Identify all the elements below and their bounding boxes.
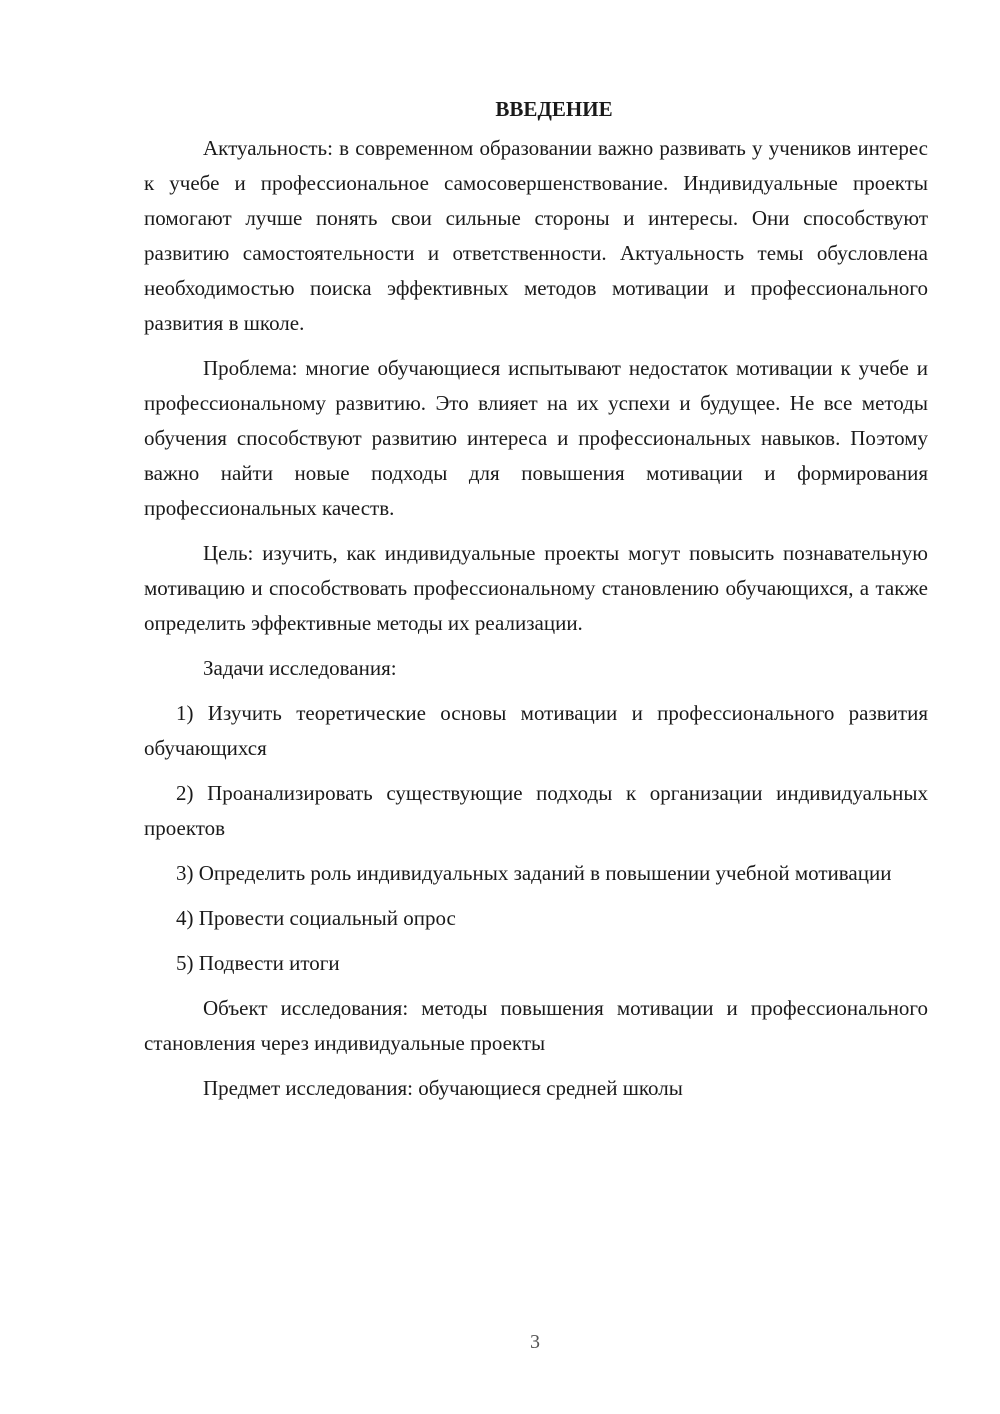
- goal-paragraph: Цель: изучить, как индивидуальные проекты могут повысить познавательную мотивацию и способствовать профессиональному становлению обучающихся, а также определить эффективные методы их реализации.: [144, 541, 928, 635]
- task-item-3: 3) Определить роль индивидуальных заданий в повышении учебной мотивации: [176, 861, 892, 885]
- tasks-heading: Задачи исследования:: [203, 656, 397, 680]
- task-item-4: 4) Провести социальный опрос: [176, 906, 456, 930]
- task-item-1: 1) Изучить теоретические основы мотивации и профессионального развития обучающихся: [144, 701, 928, 760]
- task-item-5: 5) Подвести итоги: [176, 951, 340, 975]
- page-title: ВВЕДЕНИЕ: [495, 97, 613, 121]
- task-item-2: 2) Проанализировать существующие подходы к организации индивидуальных проектов: [144, 781, 928, 840]
- subject-paragraph: Предмет исследования: обучающиеся средней школы: [203, 1076, 683, 1100]
- object-paragraph: Объект исследования: методы повышения мотивации и профессионального становления через индивидуальные проекты: [144, 996, 928, 1055]
- problem-paragraph: Проблема: многие обучающиеся испытывают недостаток мотивации к учебе и профессиональному развитию. Это влияет на их успехи и будущее. Не все методы обучения способствуют развитию интереса и профессиональных навыков. Поэтому важно найти новые подходы для повышения мотивации и формирования профессиональных качеств.: [144, 356, 928, 520]
- page-number: 3: [530, 1331, 540, 1353]
- relevance-paragraph: Актуальность: в современном образовании важно развивать у учеников интерес к учебе и профессиональное самосовершенствование. Индивидуальные проекты помогают лучше понять свои сильные стороны и интересы. Они способствуют развитию самостоятельности и ответственности. Актуальность темы обусловлена необходимостью поиска эффективных методов мотивации и профессионального развития в школе.: [144, 136, 928, 335]
- page-content: [144, 92, 928, 1116]
